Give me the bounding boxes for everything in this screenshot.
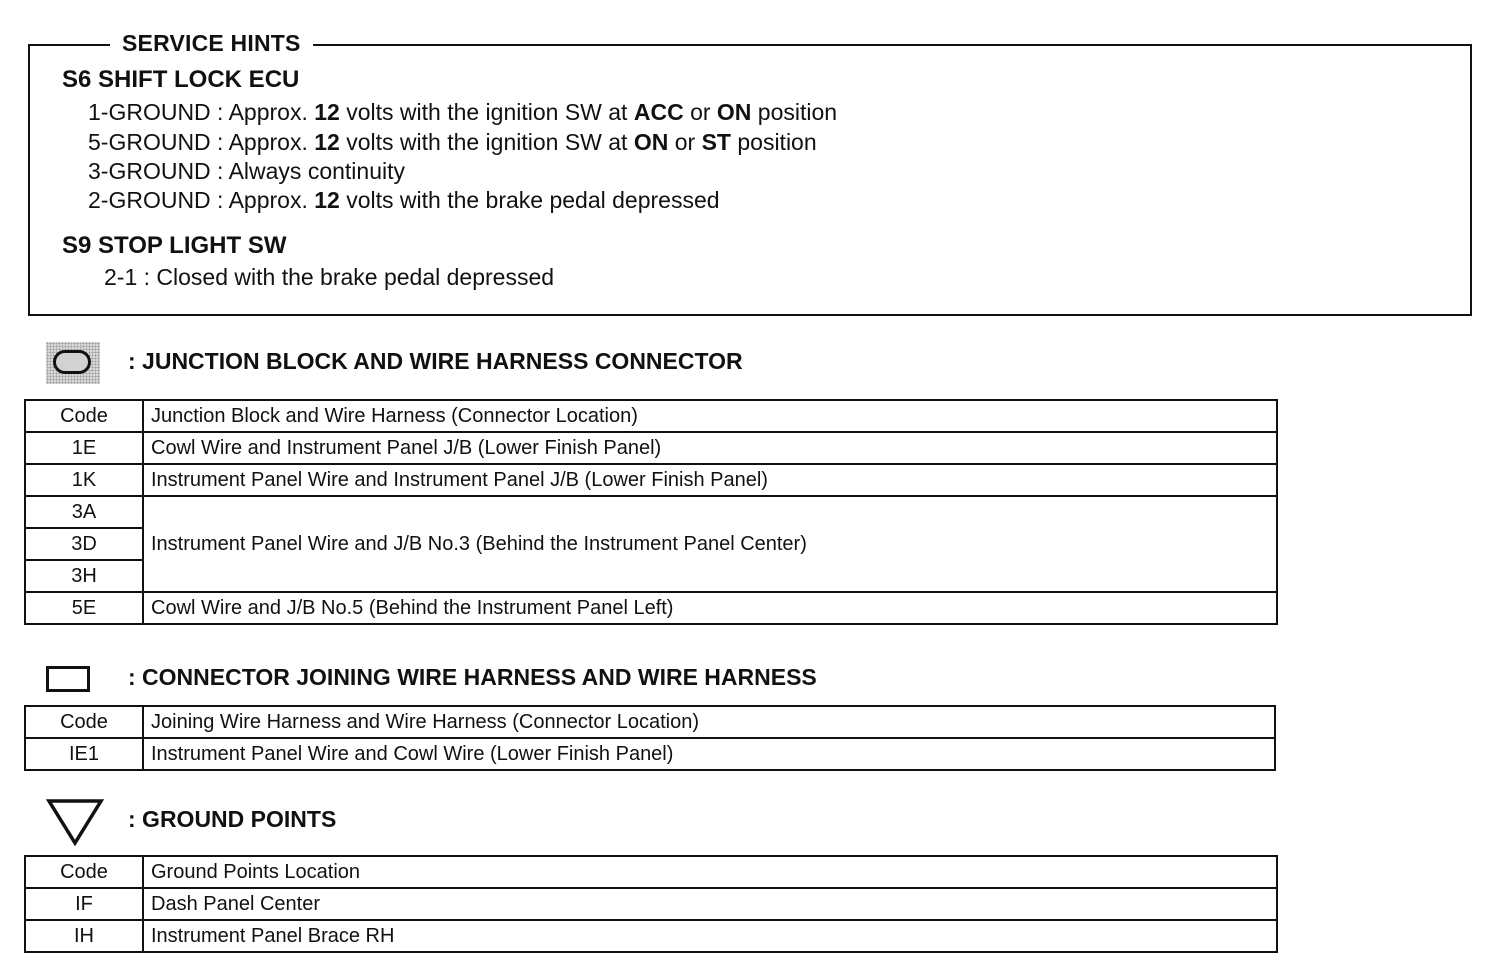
row-code: IF	[25, 888, 143, 920]
table-row	[25, 496, 1277, 528]
row-code: 3D	[25, 528, 143, 560]
junction-block-symbol-icon	[46, 342, 100, 384]
table-row	[25, 432, 1277, 464]
s6-hint-line-2: 5-GROUND : Approx. 12 volts with the ignition SW at ON or ST position	[88, 129, 817, 155]
table-header-row	[25, 856, 1277, 888]
row-code: IE1	[25, 738, 143, 770]
connector-heading: : CONNECTOR JOINING WIRE HARNESS AND WIRE HARNESS	[128, 664, 817, 690]
s6-hint-line-1: 1-GROUND : Approx. 12 volts with the ignition SW at ACC or ON position	[88, 99, 838, 125]
table-row	[25, 920, 1277, 952]
s6-hint-line-4: 2-GROUND : Approx. 12 volts with the brake pedal depressed	[88, 187, 720, 213]
table-header-row	[25, 706, 1275, 738]
row-code: 1K	[25, 464, 143, 496]
row-desc: Cowl Wire and J/B No.5 (Behind the Instrument Panel Left)	[143, 592, 1277, 624]
s9-heading: S9 STOP LIGHT SW	[62, 232, 287, 259]
table-row	[25, 464, 1277, 496]
row-code: 3H	[25, 560, 143, 592]
row-desc: Instrument Panel Wire and Instrument Panel J/B (Lower Finish Panel)	[143, 464, 1277, 496]
header-code: Code	[25, 400, 143, 432]
row-desc: Instrument Panel Wire and Cowl Wire (Lower Finish Panel)	[143, 738, 1275, 770]
ground-table	[24, 855, 1278, 953]
row-desc: Instrument Panel Wire and J/B No.3 (Behind the Instrument Panel Center)	[143, 496, 1277, 592]
table-row	[25, 738, 1275, 770]
row-code: IH	[25, 920, 143, 952]
connector-table	[24, 705, 1276, 771]
s6-hint-line-3: 3-GROUND : Always continuity	[88, 158, 405, 184]
junction-table	[24, 399, 1278, 625]
table-header-row	[25, 400, 1277, 432]
ground-symbol-icon	[46, 798, 104, 846]
table-row	[25, 592, 1277, 624]
connector-symbol-icon	[46, 666, 90, 692]
header-desc: Joining Wire Harness and Wire Harness (Connector Location)	[143, 706, 1275, 738]
s6-heading: S6 SHIFT LOCK ECU	[62, 66, 300, 93]
row-desc: Instrument Panel Brace RH	[143, 920, 1277, 952]
row-desc: Cowl Wire and Instrument Panel J/B (Lower Finish Panel)	[143, 432, 1277, 464]
header-code: Code	[25, 856, 143, 888]
row-code: 3A	[25, 496, 143, 528]
s9-hint-line: 2-1 : Closed with the brake pedal depressed	[104, 264, 555, 290]
header-desc: Junction Block and Wire Harness (Connector Location)	[143, 400, 1277, 432]
junction-heading: : JUNCTION BLOCK AND WIRE HARNESS CONNECTOR	[128, 348, 743, 374]
row-code: 5E	[25, 592, 143, 624]
header-desc: Ground Points Location	[143, 856, 1277, 888]
row-code: 1E	[25, 432, 143, 464]
header-code: Code	[25, 706, 143, 738]
table-row	[25, 888, 1277, 920]
service-hints-title: SERVICE HINTS	[110, 30, 313, 57]
ground-heading: : GROUND POINTS	[128, 806, 337, 832]
row-desc: Dash Panel Center	[143, 888, 1277, 920]
